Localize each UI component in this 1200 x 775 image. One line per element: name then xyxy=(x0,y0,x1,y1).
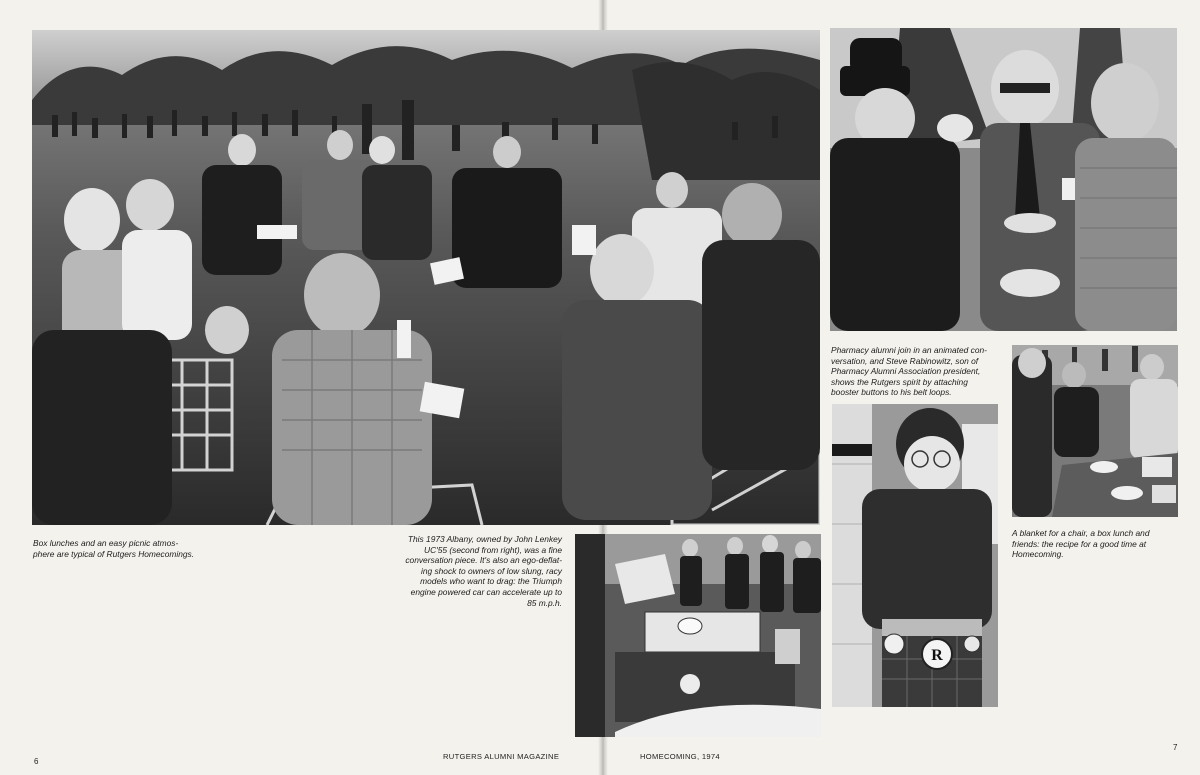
page-number-left: 6 xyxy=(34,757,39,766)
magazine-name: RUTGERS ALUMNI MAGAZINE xyxy=(443,752,560,761)
page-number-right: 7 xyxy=(1173,743,1178,752)
picnic-photo xyxy=(32,30,820,525)
boy-booster-buttons-photo xyxy=(832,404,998,707)
blanket-caption: A blanket for a chair, a box lunch and friends: the recipe for a good time at Homecoming. xyxy=(1012,528,1150,560)
booster-button-letter: R xyxy=(931,647,943,664)
pharmacy-alumni-photo xyxy=(830,28,1177,331)
blanket-picnic-photo xyxy=(1012,345,1178,517)
pharmacy-caption: Pharmacy alumni join in an animated con- versation, and Steve Rabinowitz, son of Pharmacy Alumni Association president, shows the Rutgers spirit by attaching booster buttons to his belt loops. xyxy=(831,345,987,398)
issue-name: HOMECOMING, 1974 xyxy=(640,752,720,761)
car-caption: This 1973 Albany, owned by John Lenkey UC'55 (second from right), was a fine conversation piece. It's also an ego-deflat- ing shock to owners of low slung, racy models who want to drag: the Triumph engine powered car can accelerate up to 85 m.p.h. xyxy=(405,534,562,608)
picnic-caption: Box lunches and an easy picnic atmos- phere are typical of Rutgers Homecomings. xyxy=(33,538,195,559)
albany-car-photo xyxy=(575,534,821,737)
